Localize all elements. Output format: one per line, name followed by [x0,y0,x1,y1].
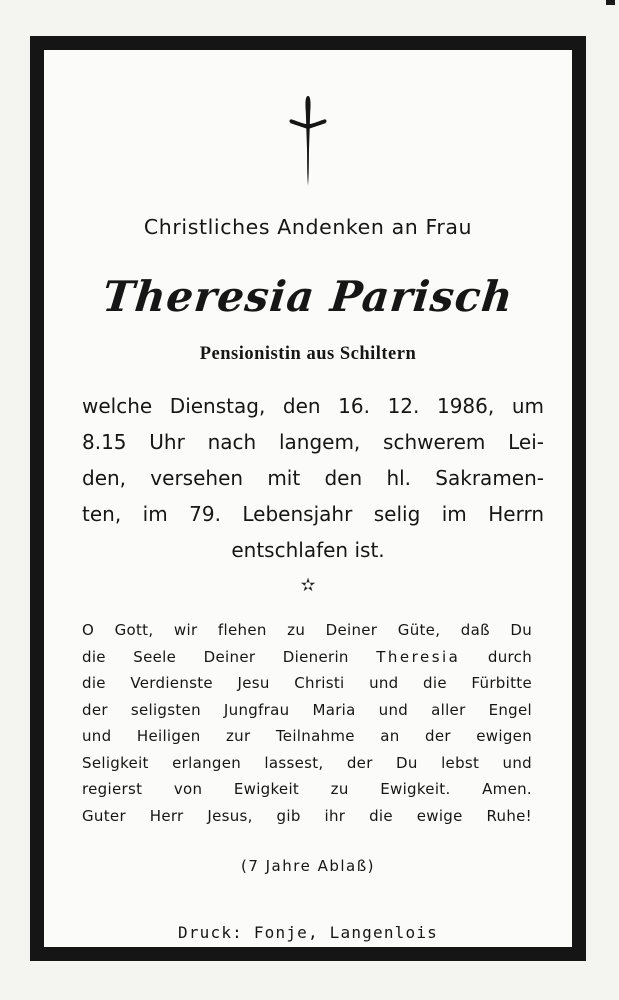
deceased-name: Theresia Parisch [100,272,516,321]
prayer-line: die Verdienste Jesu Christi und die Fürbitte [82,674,532,692]
indulgence-text: (7 Jahre Ablaß) [240,857,376,875]
prayer-line [82,644,532,671]
prayer-line: Seligkeit erlangen lassest, der Du lebst und [82,753,532,772]
cross-icon [288,94,328,188]
prayer-line: Guter Herr Jesus, gib ihr die ewige Ruhe! [82,806,532,825]
prayer-line-part: die Seele Deiner Dienerin [82,647,349,666]
prayer-line: und Heiligen zur Teilnahme an der ewigen [82,727,532,745]
prayer-line: der seligsten Jungfrau Maria und aller Engel [82,700,532,719]
prayer-line-part: durch [487,647,532,666]
death-notice [44,388,572,568]
notice-line: ten, im 79. Lebensjahr selig im Herrn [82,502,544,526]
prayer-name: Theresia [376,647,461,666]
notice-line: den, versehen mit den hl. Sakramen- [82,466,544,490]
notice-line: 8.15 Uhr nach langem, schwerem Lei- [82,430,544,454]
printer-credit: Druck: Fonje, Langenlois [178,923,438,942]
scan-corner-mark [606,0,615,5]
prayer-line: O Gott, wir flehen zu Deiner Güte, daß Du [82,621,532,639]
occupation-text: Pensionistin aus Schiltern [199,344,417,364]
star-divider-icon: ✫ [300,575,316,596]
prayer-text [82,617,532,829]
memorial-card [30,36,586,961]
intro-text: Christliches Andenken an Frau [143,215,473,239]
prayer-line: regierst von Ewigkeit zu Ewigkeit. Amen. [82,780,532,798]
notice-line: entschlafen ist. [231,538,385,562]
notice-line: welche Dienstag, den 16. 12. 1986, um [82,394,544,418]
